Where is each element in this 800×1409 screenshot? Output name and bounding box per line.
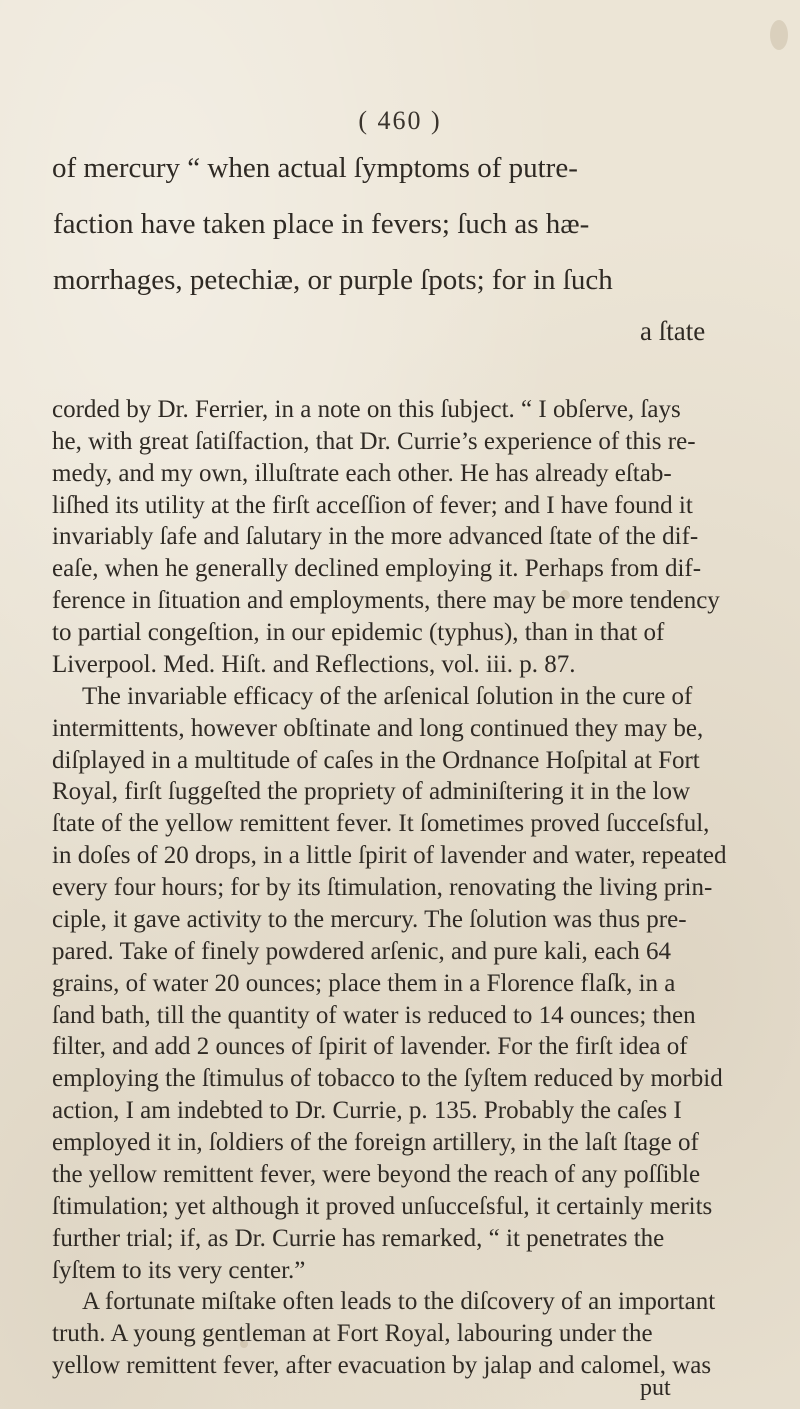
- text-line: grains, of water 20 ounces; place them in a Florence flaſk, in a: [52, 970, 676, 997]
- text-line: truth. A young gentleman at Fort Royal, labouring under the: [52, 1320, 653, 1347]
- text-line: the yellow remittent fever, were beyond the reach of any poſſible: [52, 1161, 701, 1188]
- text-line: of mercury “ when actual ſymptoms of putre-: [52, 152, 578, 184]
- text-line: diſplayed in a multitude of caſes in the Ordnance Hoſpital at Fort: [52, 747, 700, 774]
- paper-stain: [770, 20, 788, 50]
- text-line: medy, and my own, illuſtrate each other. He has already eſtab-: [52, 460, 672, 487]
- text-line: ciple, it gave activity to the mercury. The ſolution was thus pre-: [52, 906, 687, 933]
- text-line: A fortunate miſtake often leads to the diſcovery of an important: [82, 1288, 716, 1315]
- text-line: action, I am indebted to Dr. Currie, p. 135. Probably the caſes I: [52, 1097, 682, 1124]
- text-line: employing the ſtimulus of tobacco to the ſyſtem reduced by morbid: [52, 1065, 723, 1092]
- text-line: The invariable efficacy of the arſenical ſolution in the cure of: [82, 683, 693, 710]
- text-line: further trial; if, as Dr. Currie has remarked, “ it penetrates the: [52, 1225, 665, 1252]
- text-line: eaſe, when he generally declined employing it. Perhaps from dif-: [52, 555, 702, 582]
- text-line: every four hours; for by its ſtimulation, renovating the living prin-: [52, 874, 713, 901]
- text-line: liſhed its utility at the firſt acceſſion of fever; and I have found it: [52, 492, 693, 519]
- text-line: ſyſtem to its very center.”: [52, 1257, 306, 1284]
- text-line: corded by Dr. Ferrier, in a note on this ſubject. “ I obſerve, ſays: [52, 396, 681, 423]
- text-line: pared. Take of finely powdered arſenic, and pure kali, each 64: [52, 938, 672, 965]
- text-line: to partial congeſtion, in our epidemic (typhus), than in that of: [52, 619, 665, 646]
- text-line: morrhages, petechiæ, or purple ſpots; for in ſuch: [53, 264, 613, 296]
- text-line: in doſes of 20 drops, in a little ſpirit of lavender and water, repeated: [52, 842, 727, 869]
- text-line: he, with great ſatiſfaction, that Dr. Currie’s experience of this re-: [52, 428, 696, 455]
- text-line: invariably ſafe and ſalutary in the more advanced ſtate of the dif-: [52, 523, 699, 550]
- catchword: a ſtate: [640, 316, 706, 346]
- text-line: ference in ſituation and employments, there may be more tendency: [52, 587, 720, 614]
- text-line: ſtimulation; yet although it proved unſucceſsful, it certainly merits: [52, 1193, 713, 1220]
- text-line: filter, and add 2 ounces of ſpirit of lavender. For the firſt idea of: [52, 1033, 688, 1060]
- text-line: ſand bath, till the quantity of water is reduced to 14 ounces; then: [52, 1002, 696, 1029]
- text-line: yellow remittent fever, after evacuation by jalap and calomel, was: [52, 1352, 712, 1379]
- text-line: Liverpool. Med. Hiſt. and Reflections, vol. iii. p. 87.: [52, 651, 576, 678]
- text-line: intermittents, however obſtinate and long continued they may be,: [52, 715, 704, 742]
- text-line: faction have taken place in fevers; ſuch as hæ-: [53, 208, 590, 240]
- text-line: employed it in, ſoldiers of the foreign artillery, in the laſt ſtage of: [52, 1129, 699, 1156]
- page-number: ( 460 ): [358, 106, 442, 135]
- text-line: ſtate of the yellow remittent fever. It ſometimes proved ſucceſsful,: [52, 810, 710, 837]
- text-line: Royal, firſt ſuggeſted the propriety of adminiſtering it in the low: [52, 778, 691, 805]
- catchword: put: [640, 1375, 671, 1401]
